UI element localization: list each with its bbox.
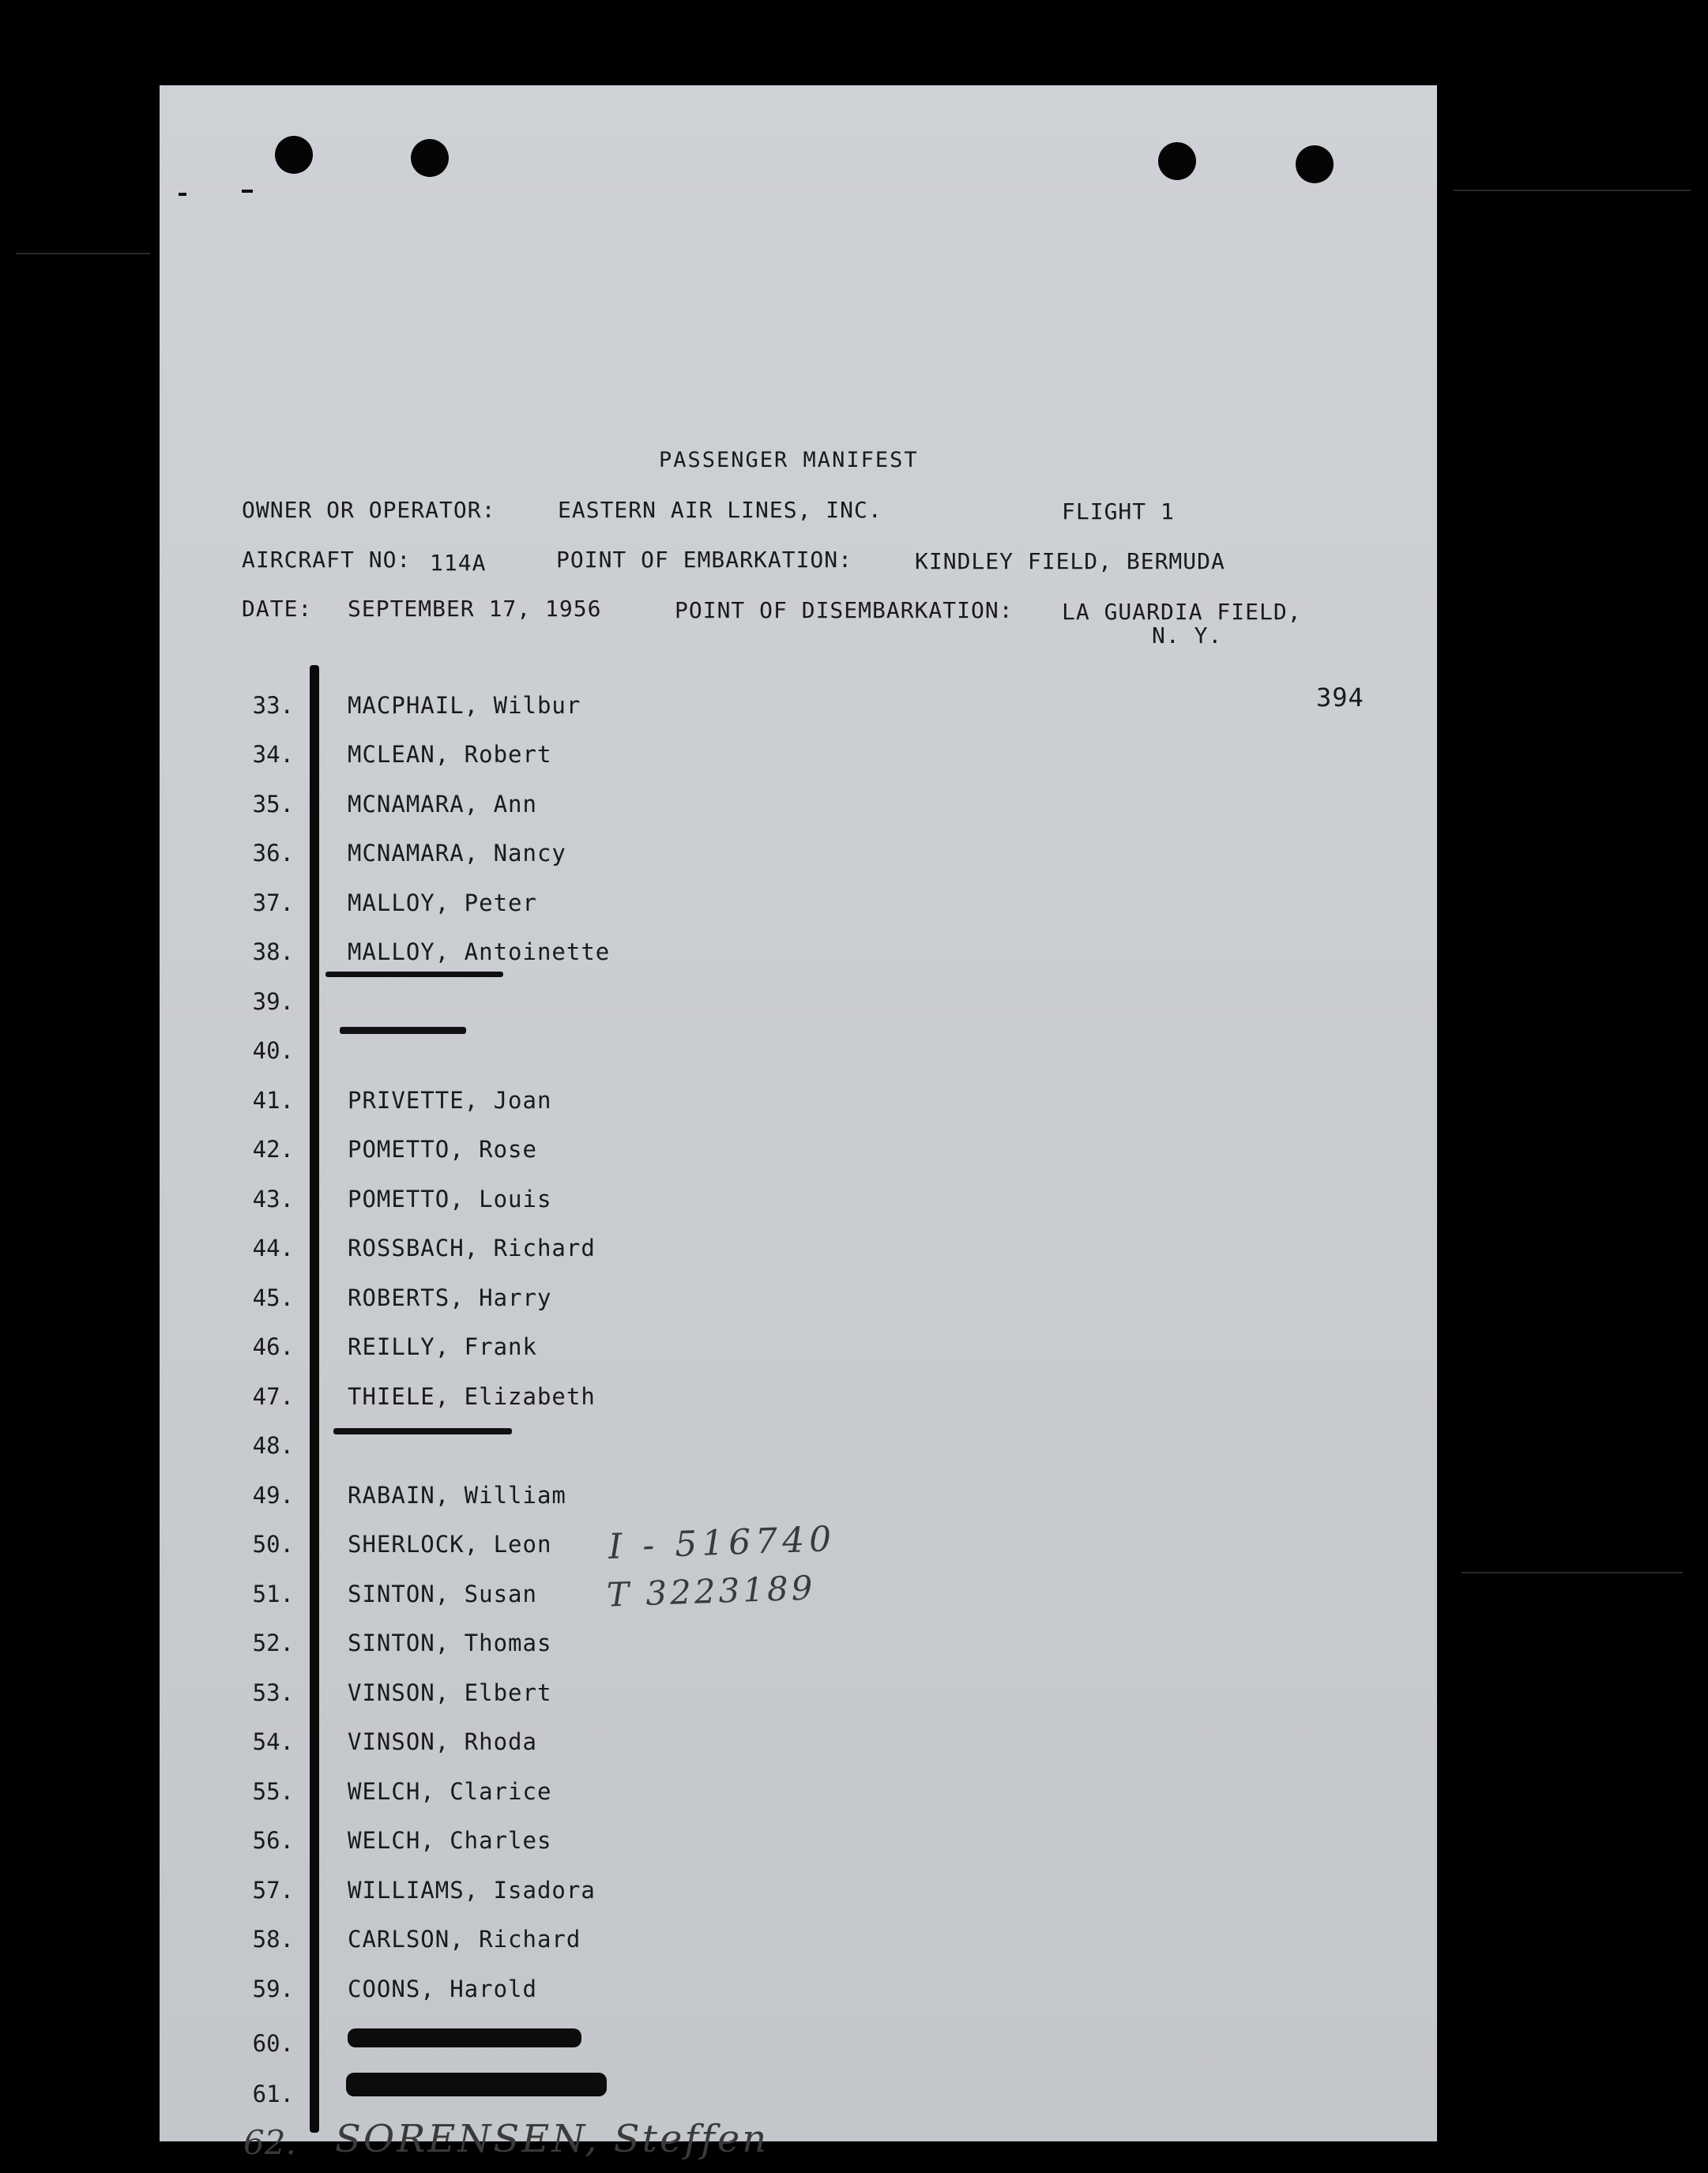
passenger-name: WELCH, Clarice <box>348 1778 552 1805</box>
punch-hole <box>411 139 449 177</box>
passenger-name: ROSSBACH, Richard <box>348 1235 596 1261</box>
row-number: 57. <box>252 1877 294 1904</box>
handwritten-passenger-name: SORENSEN, Steffen <box>335 2117 769 2161</box>
disembarkation-value: LA GUARDIA FIELD, <box>1062 599 1302 625</box>
film-streak <box>16 253 150 254</box>
passenger-name: MCLEAN, Robert <box>348 741 552 768</box>
row-number: 35. <box>252 791 294 818</box>
passenger-name: WELCH, Charles <box>348 1827 552 1854</box>
struck-entry-line <box>333 1428 512 1434</box>
row-number: 33. <box>252 692 294 719</box>
passenger-name: MACPHAIL, Wilbur <box>348 692 581 719</box>
passenger-name: MCNAMARA, Ann <box>348 791 537 818</box>
row-number: 50. <box>252 1531 294 1558</box>
passenger-name: SINTON, Thomas <box>348 1630 552 1656</box>
row-number: 53. <box>252 1679 294 1706</box>
row-number: 40. <box>252 1037 294 1064</box>
row-number: 45. <box>252 1284 294 1311</box>
passenger-name: POMETTO, Louis <box>348 1186 552 1212</box>
margin-bar <box>310 665 319 2133</box>
embarkation-label: POINT OF EMBARKATION: <box>556 547 853 573</box>
punch-hole <box>275 136 313 174</box>
passenger-name: MALLOY, Peter <box>348 889 537 916</box>
row-number: 58. <box>252 1926 294 1953</box>
aircraft-label: AIRCRAFT NO: <box>242 547 412 573</box>
row-number: 38. <box>252 938 294 965</box>
passenger-name: REILLY, Frank <box>348 1333 537 1360</box>
row-number: 61. <box>252 2081 294 2107</box>
aircraft-value: 114A <box>430 550 487 576</box>
struck-entry-line <box>340 1027 466 1034</box>
redaction-mark <box>346 2073 607 2096</box>
row-number: 59. <box>252 1976 294 2002</box>
row-number: 36. <box>252 840 294 867</box>
passenger-name: VINSON, Elbert <box>348 1679 552 1706</box>
row-number: 37. <box>252 889 294 916</box>
row-number: 60. <box>252 2030 294 2057</box>
passenger-name: PRIVETTE, Joan <box>348 1087 552 1114</box>
row-number: 34. <box>252 741 294 768</box>
disembarkation-value-line2: N. Y. <box>1152 622 1223 649</box>
disembarkation-label: POINT OF DISEMBARKATION: <box>675 597 1014 623</box>
ink-speck <box>242 190 253 193</box>
ink-speck <box>179 193 186 196</box>
row-number: 46. <box>252 1333 294 1360</box>
passenger-name: MCNAMARA, Nancy <box>348 840 566 867</box>
row-number: 39. <box>252 988 294 1015</box>
row-number: 44. <box>252 1235 294 1261</box>
passenger-name: CARLSON, Richard <box>348 1926 581 1953</box>
row-number: 41. <box>252 1087 294 1114</box>
row-number: 43. <box>252 1186 294 1212</box>
manifest-title: PASSENGER MANIFEST <box>659 448 919 472</box>
redaction-mark <box>348 2028 581 2047</box>
owner-label: OWNER OR OPERATOR: <box>242 497 496 523</box>
handwritten-note: T 3223189 <box>606 1568 817 1615</box>
passenger-name: RABAIN, William <box>348 1482 566 1509</box>
flight-number: FLIGHT 1 <box>1062 498 1175 524</box>
row-number: 52. <box>252 1630 294 1656</box>
row-number: 54. <box>252 1728 294 1755</box>
row-number: 56. <box>252 1827 294 1854</box>
page-number: 394 <box>1316 682 1364 712</box>
passenger-name: ROBERTS, Harry <box>348 1284 552 1311</box>
passenger-name: COONS, Harold <box>348 1976 537 2002</box>
row-number: 55. <box>252 1778 294 1805</box>
embarkation-value: KINDLEY FIELD, BERMUDA <box>915 548 1225 574</box>
punch-hole <box>1158 142 1196 180</box>
row-number: 51. <box>252 1581 294 1607</box>
passenger-name: THIELE, Elizabeth <box>348 1383 596 1410</box>
owner-value: EASTERN AIR LINES, INC. <box>558 497 882 523</box>
film-streak <box>1462 1572 1683 1573</box>
date-value: SEPTEMBER 17, 1956 <box>348 596 602 622</box>
film-streak <box>1454 190 1691 191</box>
handwritten-row-number: 62. <box>243 2123 296 2162</box>
passenger-name: WILLIAMS, Isadora <box>348 1877 596 1904</box>
passenger-name: VINSON, Rhoda <box>348 1728 537 1755</box>
handwritten-note: I - 516740 <box>608 1518 837 1568</box>
row-number: 49. <box>252 1482 294 1509</box>
row-number: 42. <box>252 1136 294 1163</box>
passenger-name: SHERLOCK, Leon <box>348 1531 552 1558</box>
row-number: 48. <box>252 1432 294 1459</box>
punch-hole <box>1296 145 1334 183</box>
date-label: DATE: <box>242 596 313 622</box>
passenger-name: MALLOY, Antoinette <box>348 938 611 965</box>
struck-entry-line <box>325 972 503 977</box>
manifest-page <box>160 85 1437 2162</box>
passenger-name: POMETTO, Rose <box>348 1136 537 1163</box>
row-number: 47. <box>252 1383 294 1410</box>
passenger-name: SINTON, Susan <box>348 1581 537 1607</box>
